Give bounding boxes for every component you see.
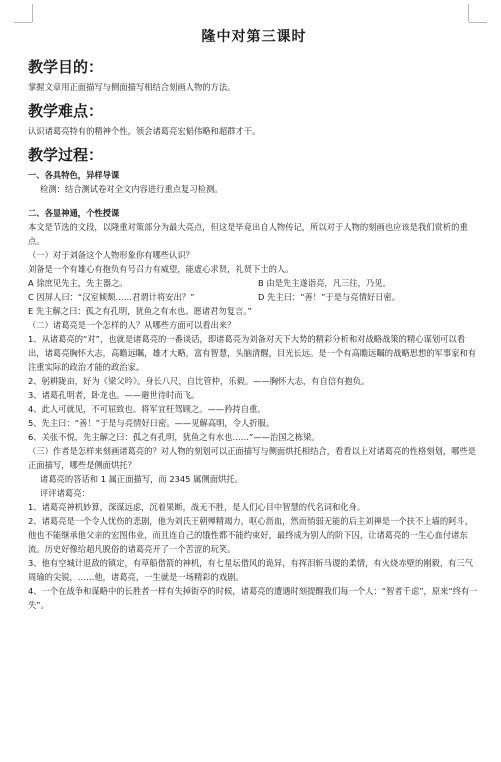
part1-title: 一、各具特色，异样导课	[28, 170, 120, 180]
question-1: （一）对于刘备这个人物形象你有哪些认识？	[28, 250, 194, 260]
review-item: 2、诸葛亮是一个令人忧伤的悲剧，他为刘氏王朝殚精竭力，呕心沥血，然而悄弱无能的后主刘禅是一个扶不上墙的阿斗，他也不能继承他父亲的宏图伟业，而且连自己的饿性都不能约束好，最终成为别人的阶下囚，让诸葛亮的一生心血付诸东流。历史好像给超凡脱俗的诸葛亮开了一个苦涩的玩笑。	[28, 516, 474, 554]
difficulty-heading: 教学难点：	[28, 102, 104, 120]
question-3-answer: 诸葛亮的答话和 1 属正面描写，而 2345 属侧面烘托。	[40, 474, 243, 484]
option-b: B 由是先主遂诣亮，凡三往，乃见。	[258, 278, 391, 288]
process-heading: 教学过程：	[28, 146, 104, 164]
review-item: 1、诸葛亮神机妙算，深谋远虑，沉着果断，战无不胜，是人们心目中智慧的代名词和化身。	[28, 502, 366, 512]
crop-mark-top-right-horizontal	[469, 22, 487, 23]
question-2-item: 1、从诸葛亮的“对”，也就是诸葛亮的一番谈话，即诸葛亮为刘备对天下大势的精彩分析和对战略战策的精心谋划可以看出，诸葛亮胸怀大志，高瞻远瞩，雄才大略，富有智慧，头脑清醒，目光长远。是一个有高瞻远瞩的战略思想的军事家和有注重实际的政治才能的政治家。	[28, 334, 477, 372]
question-2-item: 2、躬耕陇亩，好为《梁父吟》。身长八尺，自比管仲，乐毅。——胸怀大志，有自信有抱负。	[28, 376, 370, 386]
review-item: 3、他有空城计退敌的镇定，有草船借箭的神机，有七星坛借风的诡异，有挥泪斩马谡的柔情，有火烧赤壁的刚毅，有三气周瑜的尖锐，……他，诸葛亮，一生就是一场精彩的戏剧。	[28, 558, 474, 582]
document-title: 隆中对第三课时	[201, 29, 307, 45]
crop-mark-top-left-vertical	[32, 4, 33, 22]
question-2-item: 4、此人可就见，不可屈致也。将军宜枉驾顾之。——矜持自重。	[28, 404, 266, 414]
option-a: A 徐庶见先主，先主器之。	[28, 278, 128, 288]
option-row-cd	[28, 290, 480, 304]
review-item: 4、一个在战争和谋略中的长胜者一样有失掉街亭的时候，诸葛亮的遭遇时刻提醒我们每一个人：“智者千虑”，原来“终有一失”。	[28, 586, 478, 610]
option-e: E 先主解之曰：孤之有孔明，犹鱼之有水也。愿诸君勿复言。”	[28, 306, 252, 316]
question-2-item: 3、诸葛孔明者，卧龙也。——避世待时而飞。	[28, 390, 200, 400]
part2-intro: 本文是节选的文段，以隆重对策部分为最大亮点，但这是毕竟出自人物传记，所以对于人物的刻画也应该是我们赏析的重点。	[28, 222, 468, 246]
question-3: （三）作者是怎样来刻画诸葛亮的？对人物的刻划可以正面描写与侧面烘托相结合，看看以上对诸葛亮的性格刻划，哪些是正面描写，哪些是侧面烘托？	[28, 446, 477, 470]
difficulty-text: 认识诸葛亮特有的精神个性，领会诸葛亮宏韬伟略和超群才干。	[28, 126, 261, 136]
document-page	[28, 26, 480, 612]
question-2: （二）诸葛亮是一个怎样的人？从哪些方面可以看出来？	[28, 320, 236, 330]
crop-mark-top-left-horizontal	[14, 22, 32, 23]
goals-text: 掌握文章用正面描写与侧面描写相结合刻画人物的方法。	[28, 82, 236, 92]
question-2-item: 6、关张不悦，先主解之曰：孤之有孔明，犹鱼之有水也……”——治国之栋梁。	[28, 432, 320, 442]
option-d: D 先主曰：“善！”于是与亮情好日密。	[258, 292, 401, 302]
question-2-item: 5、先主曰：“善！”于是与亮情好日密。——见解高明，令人折服。	[28, 418, 275, 428]
question-1-answer: 刘备是一个有雄心有抱负有号召力有威望，能虚心求贤，礼贤下士的人。	[28, 264, 294, 274]
crop-mark-top-right-vertical	[468, 4, 469, 22]
part1-text: 检测：结合测试卷对全文内容进行重点复习检测。	[40, 184, 223, 194]
review-label: 评评诸葛亮：	[40, 488, 90, 498]
part2-title: 二、各显神通，个性授课	[28, 208, 120, 218]
option-row-ab	[28, 276, 480, 290]
option-c: C 因屏人曰：“汉室倾颓……君谓计将安出？”	[28, 292, 195, 302]
goals-heading: 教学目的：	[28, 58, 104, 76]
